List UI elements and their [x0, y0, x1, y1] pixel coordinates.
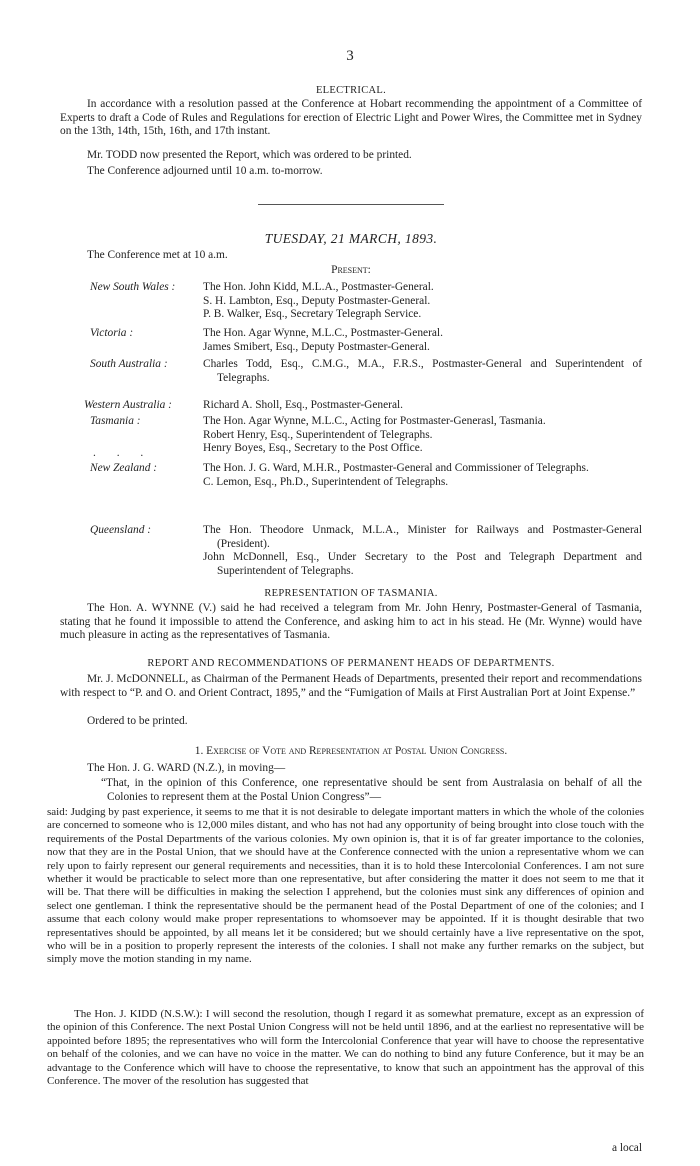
ordered-printed-line: Ordered to be printed. — [87, 715, 188, 727]
representative: The Hon. Agar Wynne, M.L.C., Postmaster-General. — [203, 327, 443, 339]
colony-label: New Zealand : — [90, 462, 158, 474]
colony-label: New South Wales : — [90, 281, 176, 293]
present-list — [60, 281, 642, 581]
representative: Richard A. Sholl, Esq., Postmaster-General. — [203, 399, 404, 411]
tasmania-paragraph: The Hon. A. WYNNE (V.) said he had received a telegram from Mr. John Henry, Postmaster-General of Tasmania, stating that he found it impossible to attend the Conference, and asking him to act in his stead. He (Mr. Wynne) would have much pleasure in acting as the representatives of Tasmania. — [60, 602, 642, 642]
representative: The Hon. J. G. Ward, M.H.R., Postmaster-General and Commissioner of Telegraphs. — [203, 462, 589, 474]
session-date: TUESDAY, 21 MARCH, 1893. — [264, 231, 438, 246]
representative: Charles Todd, Esq., C.M.G., M.A., F.R.S., Postmaster-General and Superintendent of Telegraphs. — [203, 358, 642, 384]
representative: P. B. Walker, Esq., Secretary Telegraph Service. — [203, 308, 422, 321]
electrical-paragraph: In accordance with a resolution passed at the Conference at Hobart recommending the appointment of a Committee of Experts to draft a Code of Rules and Regulations for erection of Electric Light and Power Wires, the Committee met in Sydney on the 13th, 14th, 15th, 16th, and 17th instant. — [60, 98, 642, 138]
representative: C. Lemon, Esq., Ph.D., Superintendent of Telegraphs. — [203, 475, 449, 488]
section-divider — [258, 204, 444, 205]
colony-label: Victoria : — [90, 327, 134, 339]
report-paragraph: Mr. J. McDONNELL, as Chairman of the Permanent Heads of Departments, presented their report and recommendations with respect to “P. and O. and Orient Contract, 1895,” and the “Fumigation of Mails at First Australian Port at Joint Expense.” — [60, 673, 642, 699]
kidd-speech: The Hon. J. KIDD (N.S.W.): I will second the resolution, though I regard it as somewhat premature, except as an expression of the opinion of this Conference. The next Postal Union Congress will not be held until 1896, and at the earliest no representative will be appointed before 1895; the representatives who will form the Intercolonial Conference that year will have to choose the representative on behalf of the colonies, and we can have no voice in the matter. We can do nothing to bind any future Conference, but it may be an advantage to the Conference which will have to choose the representative, to know that such an appointment has the approval of this Conference. The mover of the resolution has suggested that — [47, 1008, 644, 1088]
report-heading: REPORT AND RECOMMENDATIONS OF PERMANENT HEADS OF DEPARTMENTS. — [147, 658, 555, 669]
ward-motion: “That, in the opinion of this Conference, one representative should be sent from Australasia on behalf of all the Colonies to represent them at the Postal Union Congress”— — [101, 777, 642, 803]
page-number: 3 — [346, 48, 354, 64]
ward-moving-line: The Hon. J. G. WARD (N.Z.), in moving— — [87, 762, 286, 774]
representative: John McDonnell, Esq., Under Secretary to the Post and Telegraph Department and Superintendent of Telegraphs. — [203, 551, 642, 577]
conference-met-line: The Conference met at 10 a.m. — [87, 249, 228, 261]
representative: The Hon. Agar Wynne, M.L.C., Acting for Postmaster-Generasl, Tasmania. — [203, 415, 546, 427]
adjourned-line: The Conference adjourned until 10 a.m. to-morrow. — [87, 165, 323, 177]
representative: The Hon. John Kidd, M.L.A., Postmaster-General. — [203, 281, 434, 293]
electrical-heading: ELECTRICAL. — [315, 85, 387, 96]
colony-label: Western Australia : — [84, 399, 172, 411]
colony-label: Queensland : — [90, 524, 152, 536]
postal-union-heading: 1. Exercise of Vote and Representation at Postal Union Congress. — [194, 745, 508, 757]
present-heading: Present: — [331, 264, 371, 276]
ward-speech: said: Judging by past experience, it seems to me that it is not desirable to delegate important matters in which the whole of the colonies are concerned to someone who is 12,000 miles distant, and who has not had any opportunity of being brought into close touch with the requirements of the Postal Departments of the various colonies. My own opinion is, that it is of far greater importance to the colonies, now that they are in the Postal Union, that we should have at the Conference connected with the union a representative whom we can rely upon to fairly represent our general requirements and necessities, than it is to hold these Intercolonial Conferences. I am not sure whether it would be practicable to select more than one representative, but after considering the matter it does not seem to me that it will be. That there will be difficulties in making the selection I apprehend, but the colonies must sink any differences of opinion and select one gentleman. I think the representative should be the permanent head of the Postal Department of one of the colonies; and I assume that each colony would make proper representations to whomsoever may be appointed. If it is thought desirable that two representatives should be appointed, by all means let it be considered; but we should certainly have a live representative on the spot, who will be in a position to properly represent the interests of the colonies. I shall not make any further remarks on the subject, but simply move the motion standing in my name. — [47, 806, 644, 966]
tasmania-heading: REPRESENTATION OF TASMANIA. — [264, 588, 438, 599]
leader-dots: . . . — [93, 447, 153, 459]
electrical-report-line: Mr. TODD now presented the Report, which was ordered to be printed. — [87, 149, 412, 161]
representative: James Smibert, Esq., Deputy Postmaster-General. — [203, 340, 430, 353]
representative: Robert Henry, Esq., Superintendent of Telegraphs. — [203, 428, 433, 441]
representative: The Hon. Theodore Unmack, M.L.A., Minister for Railways and Postmaster-General (President). — [203, 524, 642, 550]
colony-label: South Australia : — [90, 358, 168, 370]
representative: Henry Boyes, Esq., Secretary to the Post Office. — [203, 442, 423, 455]
catchword: a local — [611, 1142, 642, 1154]
representative: S. H. Lambton, Esq., Deputy Postmaster-General. — [203, 294, 431, 307]
colony-label: Tasmania : — [90, 415, 141, 427]
